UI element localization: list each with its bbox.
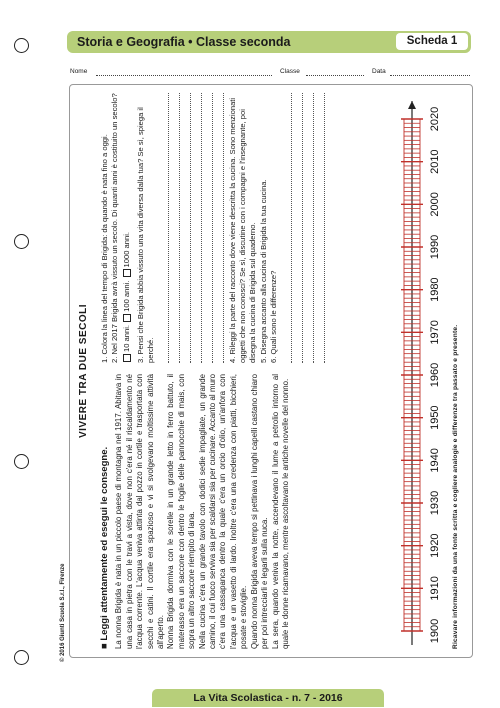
timeline-label: 1920 [429, 533, 441, 558]
checkbox-1000-anni[interactable] [123, 269, 131, 277]
timeline-label: 1900 [429, 618, 441, 644]
binder-hole-2 [14, 234, 29, 249]
option-label: 1000 anni. [122, 231, 132, 268]
question-3: 3. Pensi che Brigida abbia vissuto una vita diversa dalla tua? Se sì, spiega il perché. [135, 107, 155, 363]
option-label: 100 anni. [122, 280, 132, 312]
answer-lines[interactable] [158, 93, 224, 363]
copyright-text: © 2016 Giunti Scuola S.r.l., Firenze [60, 563, 66, 662]
question-6: 6. Quali sono le differenze? [268, 270, 278, 363]
question-4: 4. Rileggi la parte del racconto dove viene descritta la cucina. Sono menzionati oggetti che non conosci? Se sì, discutine con i compagni e l'insegnante, poi disegna la cucina di Brigida sul quaderno. [228, 97, 258, 363]
timeline-label: 1930 [429, 490, 441, 516]
worksheet-heading: VIVERE TRA DUE SECOLI [78, 303, 89, 439]
timeline-label: 1980 [429, 277, 441, 302]
nome-label: Nome [70, 68, 88, 75]
binder-hole-3 [14, 454, 29, 469]
timeline-label: 1970 [429, 320, 441, 345]
timeline[interactable] [390, 93, 450, 649]
timeline-label: 2010 [429, 149, 441, 174]
worksheet-rotated [70, 85, 472, 657]
binder-hole-1 [14, 38, 29, 53]
checkbox-100-anni[interactable] [123, 314, 131, 322]
magazine-title: La Vita Scolastica - n. 7 - 2016 [193, 692, 343, 704]
nome-field[interactable] [96, 75, 272, 76]
question-5: 5. Disegna accanto alla cucina di Brigida la tua cucina. [258, 179, 268, 363]
timeline-label: 2020 [429, 106, 441, 132]
story-column [100, 374, 291, 649]
question-1: 1. Colora la linea del tempo di Brigida: da quando è nata fino a oggi. [100, 134, 109, 363]
worksheet-panel [69, 84, 473, 658]
data-field[interactable] [390, 75, 470, 76]
page-title: Storia e Geografia • Classe seconda [77, 35, 291, 49]
timeline-label: 1940 [429, 448, 441, 473]
story-paragraph: La nonna Brigida è nata in un piccolo paese di montagna nel 1917. Abitava in una casa in pietra con le travi a vista, dove non c'era né il riscaldamento né l'acqua corrente. L'acqua veniva attinta dal pozzo in cortile e trasportata con secchi e catini. Il cortile era spazioso e vi si svolgevano moltissime attività all'aperto. [114, 374, 166, 649]
story-paragraph: Nonna Brigida dormiva con le sorelle in un grande letto in ferro battuto, il materasso era un saccone con dentro le foglie delle pannocchie di mais, con sopra un altro saccone riempito di lana. [166, 374, 197, 649]
learning-objective: Ricavare informazioni da una fonte scritta e cogliere analogie e differenze tra passato e presente. [452, 324, 459, 649]
story-paragraph: Nella cucina c'era un grande tavolo con dodici sedie impagliate, un grande camino, il cui fuoco serviva sia per scaldarsi sia per cucinare. Accanto al muro c'era una cassapanca dentro la quale c'era un orcio d'olio, un'anfora con l'acqua e un vasetto di lardo. Inoltre c'era una credenza con piatti, bicchieri, posate e stoviglie. [197, 374, 249, 649]
instruction-text: ■ Leggi attentamente ed esegui le consegne. [99, 446, 110, 649]
data-label: Data [372, 68, 386, 75]
timeline-label: 1960 [429, 362, 441, 388]
timeline-graphics [401, 101, 441, 645]
story-paragraph: Quando nonna Brigida aveva tempo si pettinava i lunghi capelli castano chiaro per poi intrecciarli e legarli sulla nuca. [249, 374, 270, 649]
question-2: 2. Nel 2017 Brigida avrà vissuto un secolo. Di quanti anni è costituito un secolo? [110, 93, 120, 363]
binder-hole-4 [14, 650, 29, 665]
story-paragraph: La sera, quando veniva la notte, accendevano il lume a petrolio intorno al quale le donne ricamavano, mentre ascoltavano le antiche novelle del nonno. [270, 374, 290, 649]
scheda-label: Scheda 1 [396, 33, 468, 50]
timeline-label: 1910 [429, 576, 441, 601]
option-label: 10 anni. [122, 324, 132, 352]
classe-field[interactable] [306, 75, 364, 76]
timeline-label: 2000 [429, 192, 441, 217]
checkbox-10-anni[interactable] [123, 354, 131, 362]
classe-label: Classe [280, 68, 300, 75]
timeline-label: 1950 [429, 405, 441, 430]
timeline-label: 1990 [429, 234, 441, 260]
student-info-row [70, 66, 470, 78]
options-row [122, 93, 132, 363]
answer-lines[interactable] [281, 93, 325, 363]
questions-column [100, 93, 329, 363]
